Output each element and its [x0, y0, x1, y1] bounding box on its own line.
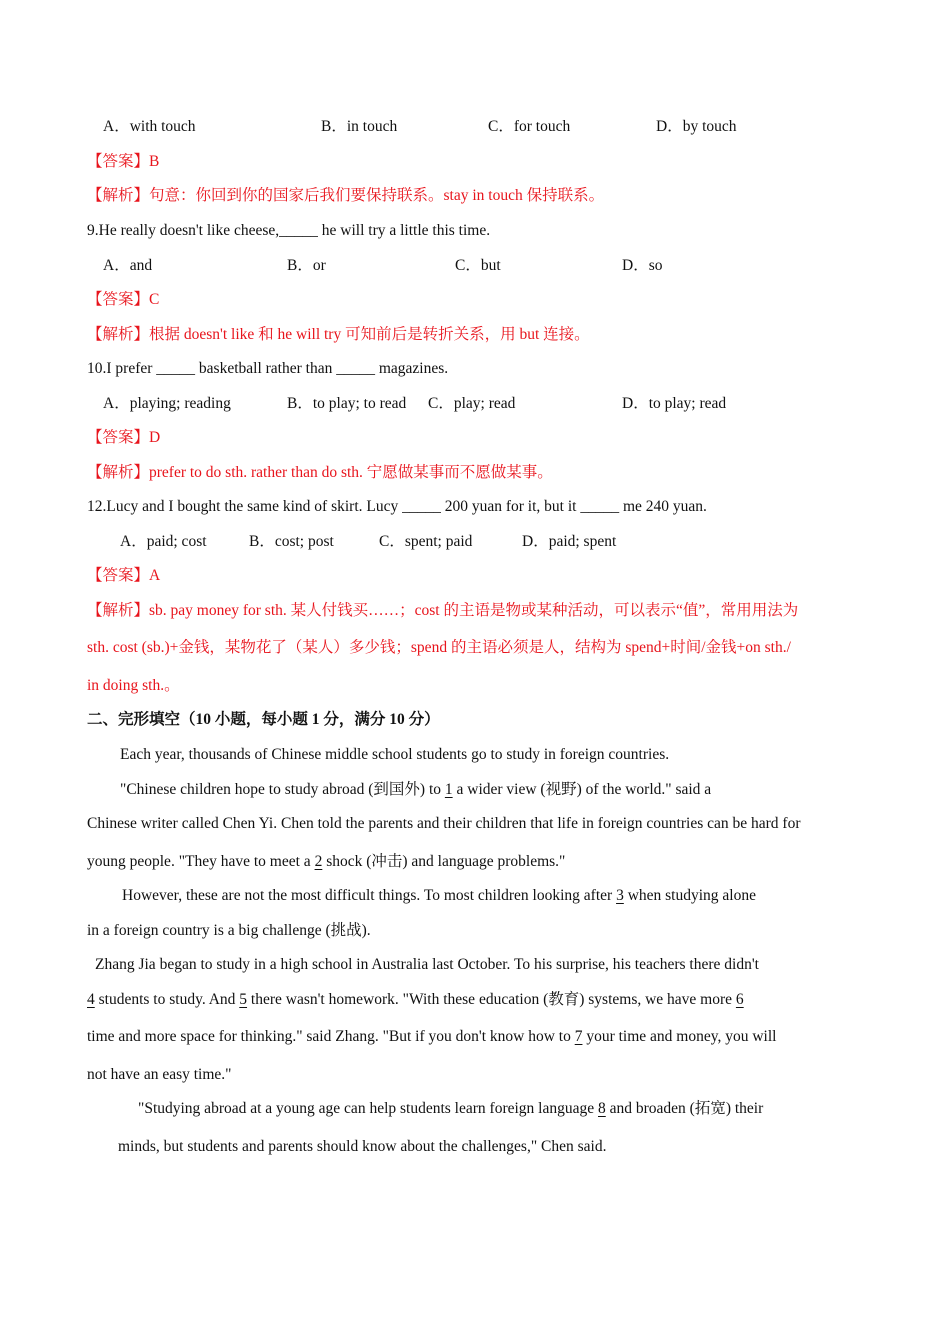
- q10-option-c: C．play; read: [428, 395, 516, 412]
- passage-text: there wasn't homework. "With these education (教育) systems, we have more: [250, 991, 733, 1008]
- passage-text: "Chinese children hope to study abroad (到国外) to: [120, 781, 441, 798]
- q8-option-c: C．for touch: [488, 118, 571, 135]
- passage-line-4: [87, 852, 565, 872]
- blank-3: 3: [616, 887, 624, 904]
- passage-line-9: [87, 1027, 776, 1047]
- q10-analysis: 【解析】prefer to do sth. rather than do sth. 宁愿做某事而不愿做某事。: [87, 464, 553, 481]
- q12-option-b: B．cost; post: [249, 533, 334, 550]
- passage-line-12: minds, but students and parents should know about the challenges," Chen said.: [118, 1138, 607, 1155]
- passage-text: a wider view (视野) of the world." said a: [456, 781, 712, 798]
- passage-text: shock (冲击) and language problems.": [326, 853, 566, 870]
- q9-option-b: B．or: [287, 257, 326, 274]
- q8-option-d: D．by touch: [656, 118, 737, 135]
- q12-option-a: A．paid; cost: [120, 533, 207, 550]
- passage-line-7: Zhang Jia began to study in a high school in Australia last October. To his surprise, his teachers there didn't: [95, 956, 759, 973]
- passage-line-10: not have an easy time.": [87, 1066, 232, 1083]
- q10-option-d: D．to play; read: [622, 395, 727, 412]
- passage-text: young people. "They have to meet a: [87, 853, 311, 870]
- passage-text: students to study. And: [98, 991, 236, 1008]
- passage-line-1: Each year, thousands of Chinese middle school students go to study in foreign countries.: [120, 746, 670, 763]
- passage-text: "Studying abroad at a young age can help students learn foreign language: [138, 1100, 595, 1117]
- q12-stem: 12.Lucy and I bought the same kind of skirt. Lucy _____ 200 yuan for it, but it _____ me 240 yuan.: [87, 498, 707, 515]
- passage-text: and broaden (拓宽) their: [609, 1100, 764, 1117]
- q10-answer: 【答案】D: [87, 429, 161, 446]
- passage-line-5: [122, 886, 756, 906]
- blank-6: 6: [735, 991, 744, 1008]
- q8-analysis: 【解析】句意：你回到你的国家后我们要保持联系。stay in touch 保持联系。: [87, 187, 605, 204]
- passage-line-8: [87, 990, 744, 1010]
- q9-option-a: A．and: [103, 257, 153, 274]
- q12-analysis-line-2: sth. cost (sb.)+金钱，某物花了（某人）多少钱；spend 的主语必须是人，结构为 spend+时间/金钱+on sth./: [87, 639, 791, 656]
- passage-text: when studying alone: [627, 887, 756, 904]
- passage-line-6: in a foreign country is a big challenge (挑战).: [87, 922, 371, 939]
- q12-analysis-line-3: in doing sth.。: [87, 677, 180, 694]
- q9-stem: 9.He really doesn't like cheese,_____ he will try a little this time.: [87, 222, 491, 239]
- q10-option-a: A．playing; reading: [103, 395, 231, 412]
- q9-option-c: C．but: [455, 257, 501, 274]
- passage-text: time and more space for thinking." said Zhang. "But if you don't know how to: [87, 1028, 571, 1045]
- q12-option-d: D．paid; spent: [522, 533, 617, 550]
- q8-option-a: A．with touch: [103, 118, 196, 135]
- blank-1: 1: [444, 781, 453, 798]
- q8-answer: 【答案】B: [87, 153, 160, 170]
- blank-2: 2: [314, 853, 323, 870]
- section-heading: 二、完形填空（10 小题，每小题 1 分，满分 10 分）: [87, 711, 440, 728]
- q10-option-b: B．to play; to read: [287, 395, 407, 412]
- passage-line-2: [120, 780, 711, 800]
- q9-answer: 【答案】C: [87, 291, 160, 308]
- q12-option-c: C．spent; paid: [379, 533, 473, 550]
- passage-line-3: Chinese writer called Chen Yi. Chen told the parents and their children that life in foreign countries can be hard for: [87, 815, 801, 832]
- blank-5: 5: [239, 991, 248, 1008]
- q12-analysis-line-1: 【解析】sb. pay money for sth. 某人付钱买……；cost 的主语是物或某种活动，可以表示“值”，常用用法为: [87, 602, 799, 619]
- blank-4: 4: [87, 991, 95, 1008]
- q12-answer: 【答案】A: [87, 567, 161, 584]
- passage-text: your time and money, you will: [586, 1028, 777, 1045]
- blank-8: 8: [598, 1100, 606, 1117]
- q9-analysis: 【解析】根据 doesn't like 和 he will try 可知前后是转折关系，用 but 连接。: [87, 326, 590, 343]
- blank-7: 7: [574, 1028, 583, 1045]
- passage-line-11: [138, 1099, 763, 1119]
- passage-text: However, these are not the most difficult things. To most children looking after: [122, 887, 613, 904]
- q10-stem: 10.I prefer _____ basketball rather than _____ magazines.: [87, 360, 449, 377]
- q9-option-d: D．so: [622, 257, 663, 274]
- q8-option-b: B．in touch: [321, 118, 398, 135]
